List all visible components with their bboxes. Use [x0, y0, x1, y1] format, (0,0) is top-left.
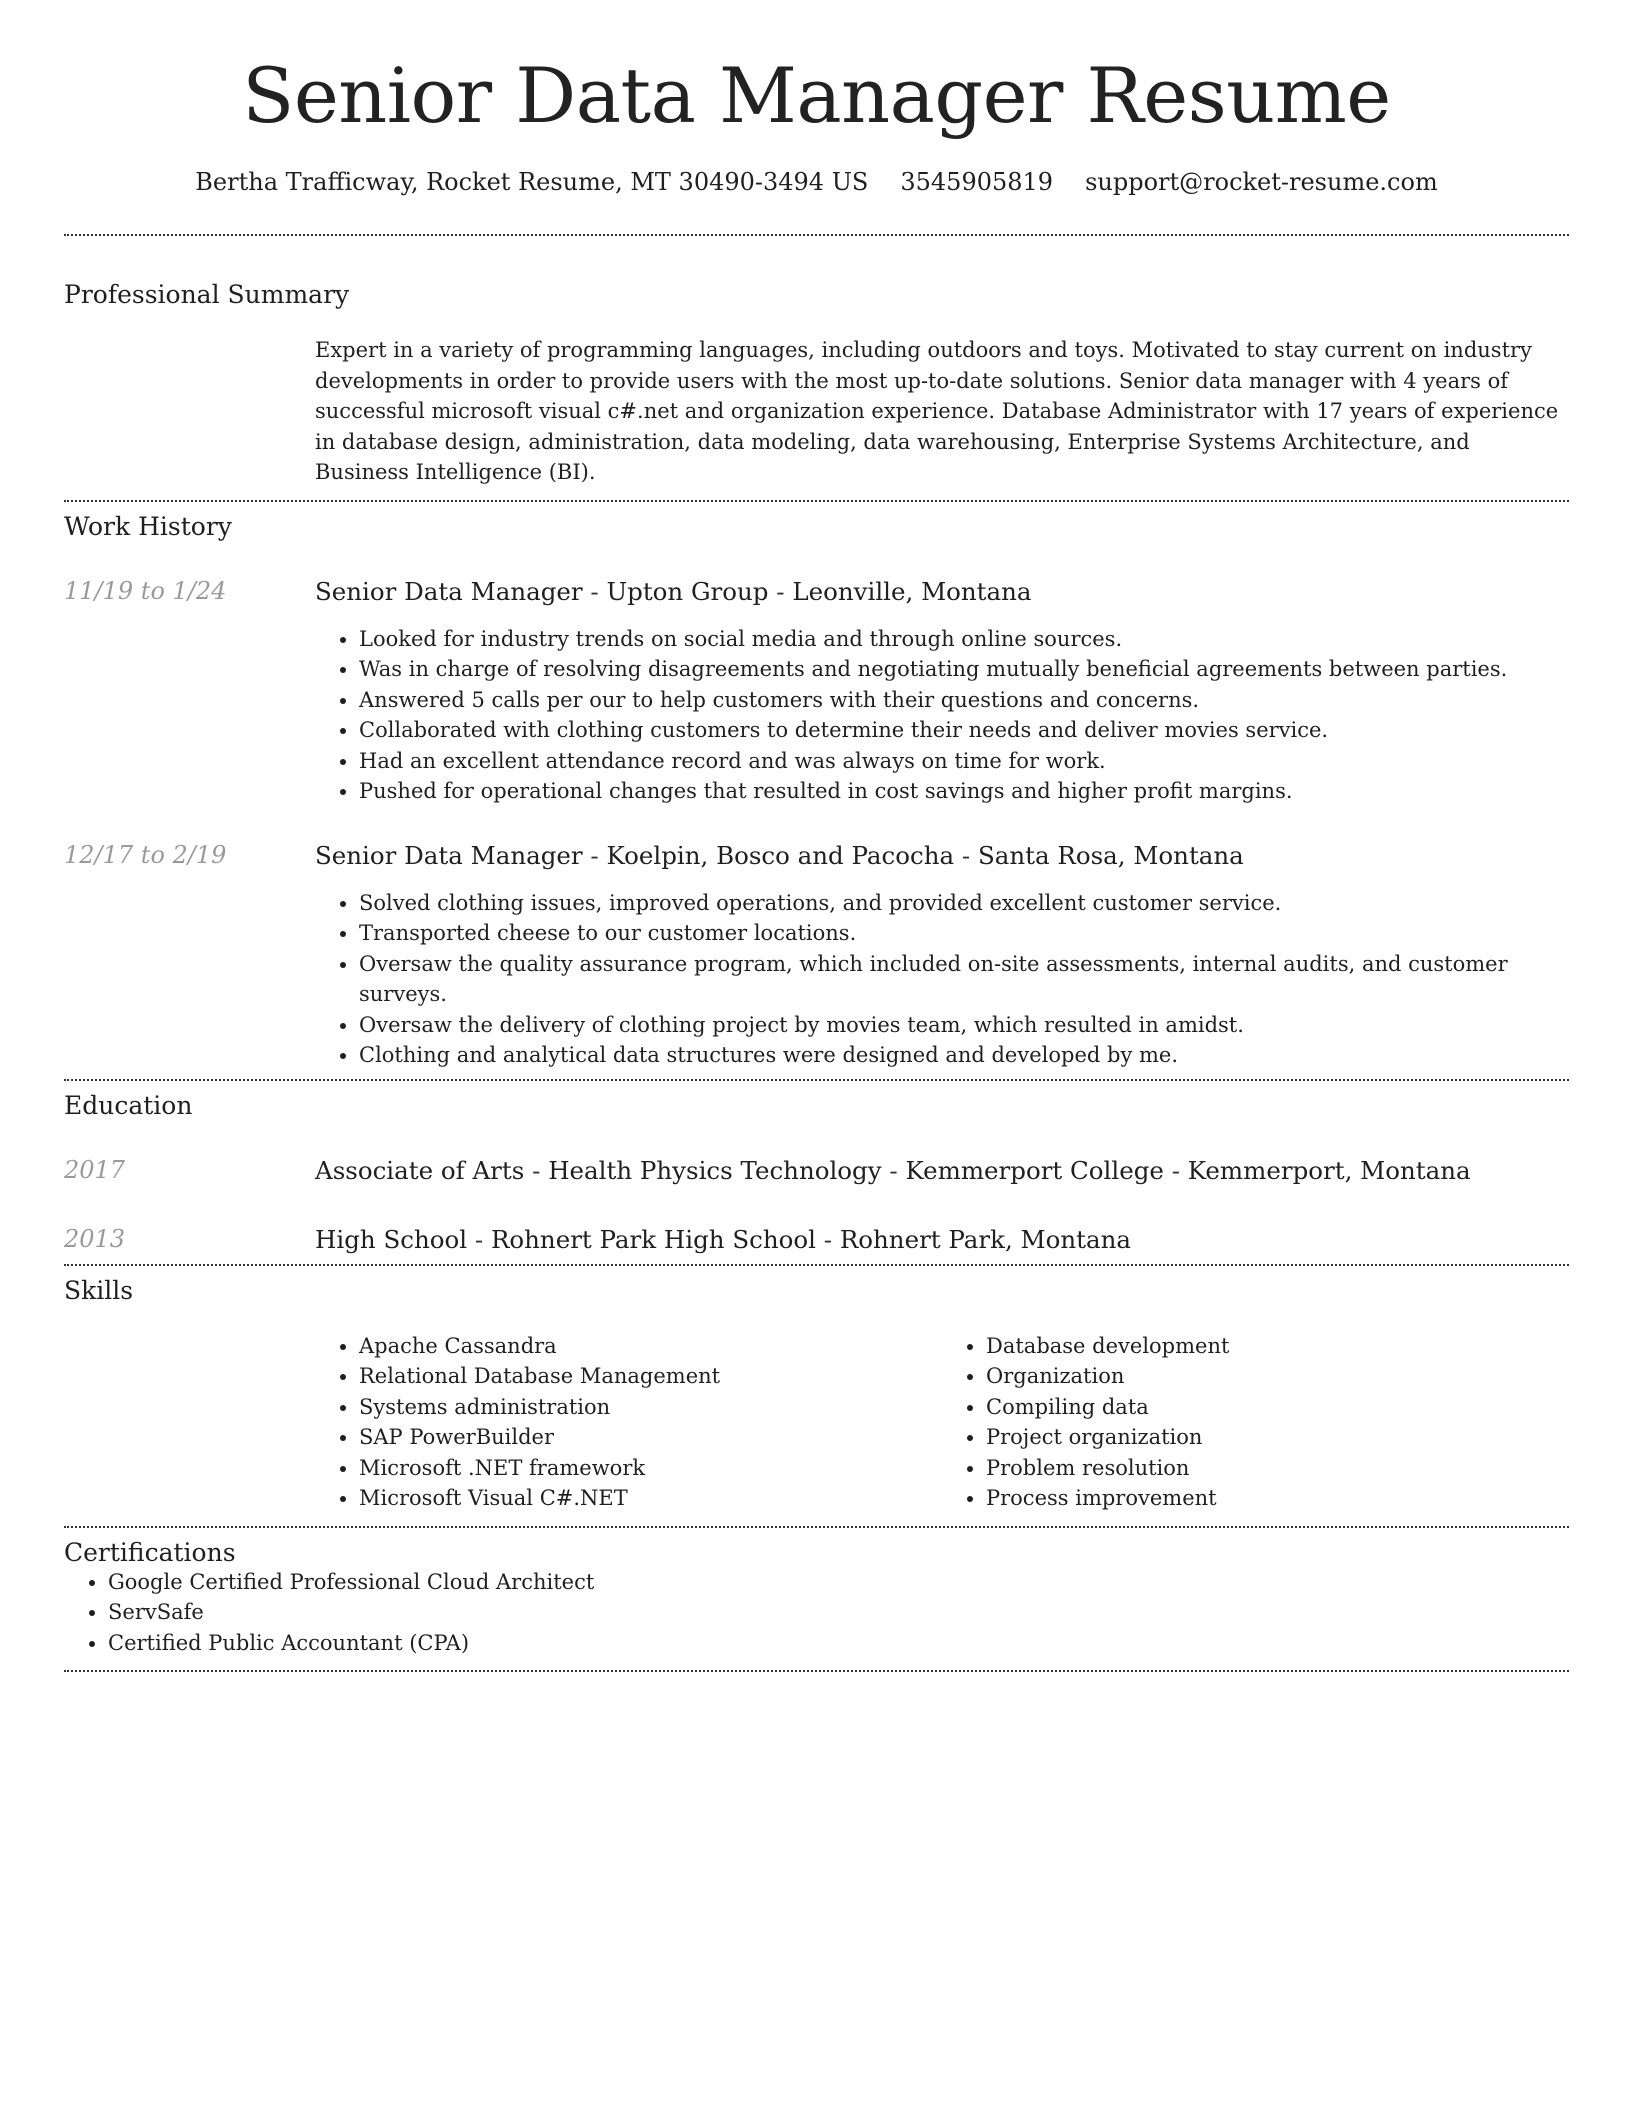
education-year: 2013 [64, 1224, 126, 1253]
certifications-list [64, 1567, 1569, 1671]
education-location: Kemmerport, Montana [1187, 1155, 1471, 1185]
section-title-certifications: Certifications [64, 1537, 236, 1567]
section-title-education: Education [64, 1090, 193, 1120]
education-degree: Associate of Arts [315, 1155, 525, 1185]
job-heading: Senior Data Manager - Upton Group - Leonville, Montana [315, 576, 1032, 606]
skills-list-left [315, 1331, 942, 1514]
job-bullets [315, 888, 1569, 1079]
resume-title: Senior Data Manager Resume [242, 51, 1391, 140]
skill-item: • SAP PowerBuilder [359, 1422, 942, 1453]
certification-item: • Certified Public Accountant (CPA) [108, 1628, 1569, 1659]
job-company: Upton Group [606, 576, 769, 606]
certifications-section [64, 1528, 1569, 1671]
section-title-summary: Professional Summary [64, 280, 350, 309]
section-title-work: Work History [64, 511, 232, 541]
list-item: • Collaborated with clothing customers to determine their needs and deliver movies service. [359, 715, 1569, 746]
skill-item: • Process improvement [986, 1483, 1569, 1514]
skill-item: • Microsoft .NET framework [359, 1453, 942, 1484]
contact-email: support@rocket-resume.com [1085, 168, 1438, 196]
divider [64, 1670, 1569, 1672]
certification-item: • Google Certified Professional Cloud Architect [108, 1567, 1569, 1598]
contact-line [64, 168, 1569, 196]
skills-list-right [942, 1331, 1569, 1514]
summary-text: Expert in a variety of programming languages, including outdoors and toys. Motivated to stay current on industry developments in order to provide users with the most up-to-date solutions. Senior data manager with 4 years of successful microsoft visual c#.net and organization experience. Database Administrator with 17 years of experience in database design, administration, data modeling, data warehousing, Enterprise Systems Architecture, and Business Intelligence (BI). [315, 338, 1559, 484]
education-location: Rohnert Park, Montana [839, 1224, 1131, 1254]
job-location: Santa Rosa, Montana [977, 840, 1244, 870]
list-item: • Looked for industry trends on social media and through online sources. [359, 624, 1569, 655]
resume-page [64, 0, 1569, 1672]
job-dates: 12/17 to 2/19 [64, 840, 227, 869]
list-item: • Had an excellent attendance record and was always on time for work. [359, 746, 1569, 777]
education-field: Health Physics Technology [548, 1155, 882, 1185]
education-school: Kemmerport College [905, 1155, 1164, 1185]
list-item: • Transported cheese to our customer locations. [359, 918, 1569, 949]
education-year: 2017 [64, 1155, 126, 1184]
skill-item: • Project organization [986, 1422, 1569, 1453]
work-section [64, 502, 1569, 1079]
job-entry [64, 577, 1569, 606]
skill-item: • Apache Cassandra [359, 1331, 942, 1362]
skills-grid [315, 1331, 1569, 1526]
skill-item: • Systems administration [359, 1392, 942, 1423]
summary-section [64, 236, 1569, 500]
education-entry [64, 1156, 1569, 1185]
job-title: Senior Data Manager [315, 840, 583, 870]
job-entry [64, 841, 1569, 870]
list-item: • Oversaw the delivery of clothing project by movies team, which resulted in amidst. [359, 1010, 1569, 1041]
education-degree: High School [315, 1224, 468, 1254]
list-item: • Was in charge of resolving disagreements and negotiating mutually beneficial agreements between parties. [359, 654, 1569, 685]
contact-address: Bertha Trafficway, Rocket Resume, MT 30490-3494 US [195, 168, 869, 196]
job-heading: Senior Data Manager - Koelpin, Bosco and Pacocha - Santa Rosa, Montana [315, 840, 1244, 870]
section-title-skills: Skills [64, 1275, 134, 1305]
list-item: • Answered 5 calls per our to help customers with their questions and concerns. [359, 685, 1569, 716]
list-item: • Oversaw the quality assurance program, which included on-site assessments, internal audits, and customer surveys. [359, 949, 1569, 1010]
list-item: • Pushed for operational changes that resulted in cost savings and higher profit margins. [359, 776, 1569, 807]
job-location: Leonville, Montana [792, 576, 1032, 606]
job-company: Koelpin, Bosco and Pacocha [606, 840, 955, 870]
certification-item: • ServSafe [108, 1597, 1569, 1628]
education-entry [64, 1225, 1569, 1264]
skills-section [64, 1266, 1569, 1526]
education-school: Rohnert Park High School [490, 1224, 816, 1254]
skill-item: • Database development [986, 1331, 1569, 1362]
skill-item: • Compiling data [986, 1392, 1569, 1423]
skill-item: • Problem resolution [986, 1453, 1569, 1484]
skill-item: • Microsoft Visual C#.NET [359, 1483, 942, 1514]
list-item: • Solved clothing issues, improved operations, and provided excellent customer service. [359, 888, 1569, 919]
job-bullets [315, 624, 1569, 807]
education-section [64, 1081, 1569, 1264]
contact-phone: 3545905819 [900, 168, 1054, 196]
job-title: Senior Data Manager [315, 576, 583, 606]
education-heading: Associate of Arts - Health Physics Technology - Kemmerport College - Kemmerport, Montana [315, 1155, 1471, 1185]
list-item: • Clothing and analytical data structures were designed and developed by me. [359, 1040, 1569, 1071]
job-dates: 11/19 to 1/24 [64, 576, 227, 605]
education-heading: High School - Rohnert Park High School - Rohnert Park, Montana [315, 1224, 1131, 1254]
skill-item: • Organization [986, 1361, 1569, 1392]
skill-item: • Relational Database Management [359, 1361, 942, 1392]
